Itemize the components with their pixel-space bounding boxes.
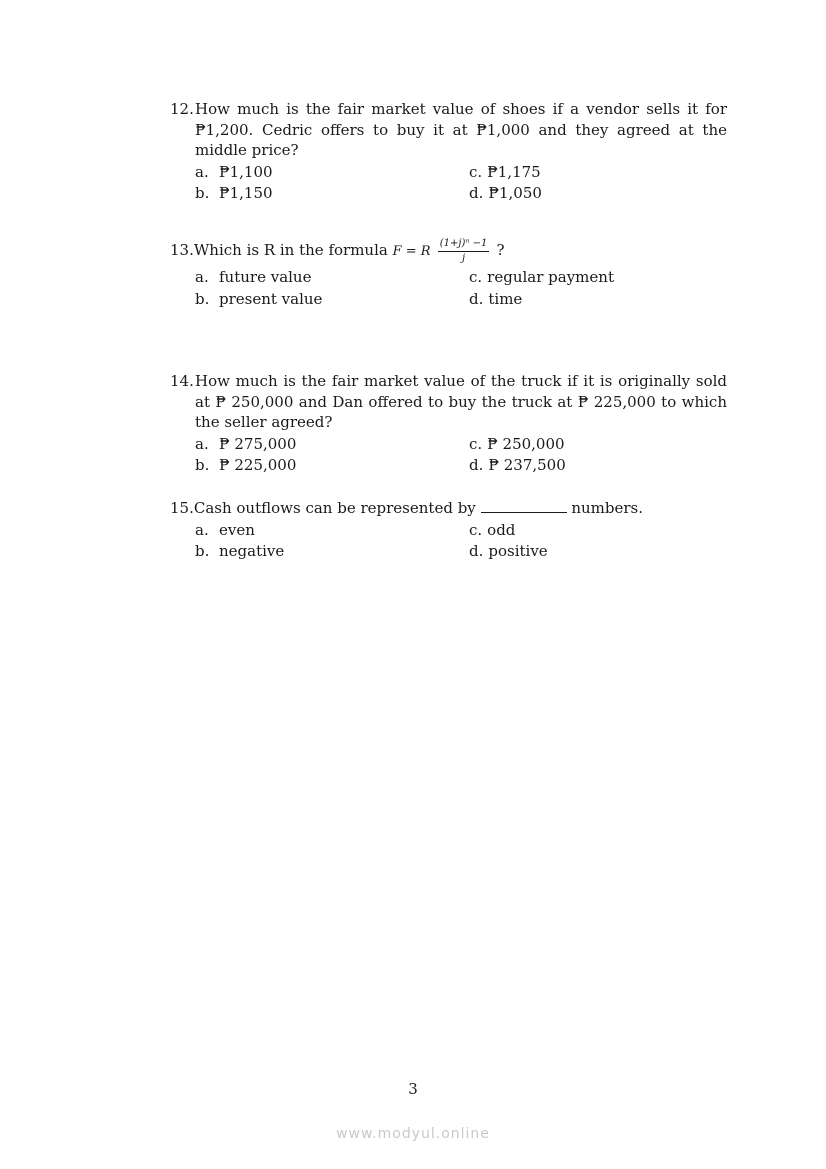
formula-lhs: F = R bbox=[392, 244, 431, 259]
question-number: 14. bbox=[170, 372, 194, 390]
option-c: c. odd bbox=[469, 520, 516, 539]
option-c: c. ₱1,175 bbox=[469, 162, 541, 181]
options-grid bbox=[170, 520, 727, 562]
option-a: a. ₱1,100 bbox=[195, 162, 273, 181]
question-text-end: ? bbox=[496, 241, 505, 259]
options-grid bbox=[170, 434, 727, 476]
watermark: www.modyul.online bbox=[336, 1126, 490, 1142]
option-b: b. ₱1,150 bbox=[195, 184, 273, 203]
question-12 bbox=[170, 99, 727, 204]
option-b: b. negative bbox=[195, 542, 285, 561]
question-text: Which is R in the formula bbox=[193, 241, 388, 259]
option-a: a. even bbox=[195, 520, 255, 539]
formula-denominator: j bbox=[461, 253, 466, 264]
question-text-end: numbers. bbox=[571, 499, 644, 517]
option-d: d. ₱1,050 bbox=[469, 184, 542, 203]
question-14 bbox=[170, 371, 727, 476]
options-grid bbox=[170, 162, 727, 204]
formula-numerator: (1+j)ⁿ −1 bbox=[438, 238, 490, 252]
question-13-stem bbox=[170, 236, 727, 266]
question-12-stem bbox=[170, 99, 727, 161]
question-14-stem bbox=[170, 371, 727, 433]
option-c: c. ₱ 250,000 bbox=[469, 434, 565, 453]
option-c: c. regular payment bbox=[469, 268, 614, 286]
question-text: How much is the fair market value of shoes if a vendor sells it for ₱1,200. Cedric offers to buy it at ₱1,000 and they agreed at the middle price? bbox=[195, 100, 727, 160]
option-b: b. present value bbox=[195, 289, 323, 308]
question-text: How much is the fair market value of the truck if it is originally sold at ₱ 250,000 and Dan offered to buy the truck at ₱ 225,000 to which the seller agreed? bbox=[195, 372, 727, 432]
option-d: d. time bbox=[469, 289, 523, 308]
question-number: 12. bbox=[170, 100, 194, 118]
formula bbox=[392, 238, 497, 264]
question-number: 13. bbox=[170, 241, 194, 259]
option-a: a. ₱ 275,000 bbox=[195, 434, 297, 453]
option-b: b. ₱ 225,000 bbox=[195, 456, 297, 475]
question-13 bbox=[170, 236, 727, 309]
option-a: a. future value bbox=[195, 268, 312, 286]
question-15-stem bbox=[170, 498, 727, 519]
formula-fraction bbox=[438, 238, 490, 265]
page-number: 3 bbox=[408, 1080, 418, 1098]
option-d: d. ₱ 237,500 bbox=[469, 456, 566, 475]
question-15 bbox=[170, 498, 727, 562]
option-d: d. positive bbox=[469, 542, 548, 561]
answer-blank bbox=[481, 500, 567, 513]
question-text: Cash outflows can be represented by bbox=[193, 499, 476, 517]
question-number: 15. bbox=[170, 499, 194, 517]
options-grid bbox=[170, 267, 727, 309]
